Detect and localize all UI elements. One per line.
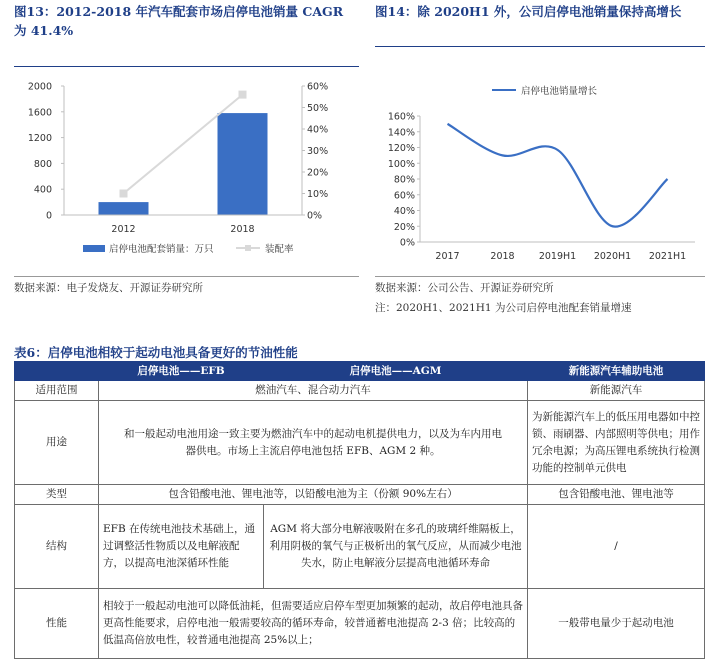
fig13-y-right-tick-label: 20% <box>307 167 329 179</box>
fig13-line-marker <box>239 91 247 99</box>
fig13-legend-bar-swatch <box>83 245 105 252</box>
fig13-x-tick-label: 2018 <box>230 224 255 235</box>
fig13-y-left-tick-label: 800 <box>33 158 52 170</box>
structure-efb: EFB 在传统电池技术基础上，通过调整活性物质以及电解液配方，以提高电池深循环性能 <box>99 505 264 589</box>
fig13-bottom-rule <box>14 276 359 277</box>
fig13-y-right-tick-label: 10% <box>307 189 329 200</box>
fig14-y-tick-label: 80% <box>393 174 415 186</box>
header-agm: 启停电池——AGM <box>264 362 528 381</box>
structure-nev: / <box>528 505 705 589</box>
performance-start-stop: 相较于一般起动电池可以降低油耗，但需要适应启停车型更加频繁的起动，故启停电池具备更高性能要求，启停电池一般需要较高的循环寿命，较普通蓄电池提高 2-3 倍；比较高的低温高倍放电性，较普通电池提高 25%以上； <box>99 589 528 659</box>
fig14-y-tick-label: 140% <box>387 127 415 139</box>
fig14-x-tick-label: 2019H1 <box>538 251 577 262</box>
table-row-performance <box>15 589 705 659</box>
fig14-source: 数据来源：公司公告、开源证券研究所 <box>375 282 554 294</box>
fig13-y-left-tick-label: 400 <box>33 184 52 196</box>
fig13-top-rule <box>14 66 359 67</box>
fig13-y-left-tick-label: 2000 <box>27 81 52 93</box>
row-label-scope: 适用范围 <box>15 381 99 401</box>
table-title: 表6：启停电池相较于起动电池具备更好的节油性能 <box>14 345 298 360</box>
fig14-legend <box>492 85 598 97</box>
fig14-y-tick-label: 160% <box>387 111 415 123</box>
fig14-x-tick-label: 2018 <box>490 251 515 262</box>
fig14-bottom-rule <box>375 276 705 277</box>
usage-start-stop: 和一般起动电池用途一致主要为燃油汽车中的起动电机提供电力，以及为车内用电器供电。市场上主流启停电池包括 EFB、AGM 2 种。 <box>99 401 528 485</box>
fig13-y-left-tick-label: 1200 <box>27 133 52 145</box>
comparison-table <box>14 361 705 659</box>
fig14-y-tick-label: 20% <box>393 221 415 233</box>
fig14-top-rule <box>375 46 705 47</box>
table-row-scope <box>15 381 705 401</box>
fig14-y-tick-label: 120% <box>387 143 415 154</box>
header-nev: 新能源汽车辅助电池 <box>528 362 705 381</box>
table-row-structure <box>15 505 705 589</box>
row-label-performance: 性能 <box>15 589 99 659</box>
fig14-y-tick-label: 0% <box>399 237 415 249</box>
fig13-bar <box>99 202 149 215</box>
fig13-line-marker <box>120 190 128 198</box>
fig13-chart <box>14 72 359 272</box>
fig14-title: 图14：除 2020H1 外，公司启停电池销量保持高增长 <box>375 4 682 19</box>
fig13-source: 数据来源：电子发烧友、开源证券研究所 <box>14 282 203 294</box>
fig13-y-left-tick-label: 1600 <box>27 107 52 119</box>
table-header-row <box>15 362 705 381</box>
fig13-legend-line-marker <box>245 245 251 251</box>
fig14-chart <box>375 72 705 272</box>
fig13-title: 图13：2012-2018 年汽车配套市场启停电池销量 CAGR 为 41.4% <box>14 4 344 38</box>
fig13-legend-bar-label: 启停电池配套销量：万只 <box>109 244 214 255</box>
table-row-usage <box>15 401 705 485</box>
fig14-x-tick-label: 2020H1 <box>593 251 632 262</box>
fig13-x-tick-label: 2012 <box>111 224 136 235</box>
table-row-type <box>15 485 705 505</box>
performance-nev: 一般带电量少于起动电池 <box>528 589 705 659</box>
fig14-legend-label: 启停电池销量增长 <box>521 86 598 97</box>
scope-nev: 新能源汽车 <box>528 381 705 401</box>
row-label-structure: 结构 <box>15 505 99 589</box>
fig13-legend-line-label: 装配率 <box>265 244 294 255</box>
fig13-y-right-tick-label: 30% <box>307 146 329 157</box>
structure-agm: AGM 将大部分电解液吸附在多孔的玻璃纤维隔板上，利用阴极的氧气与正极析出的氧气反应，从而减少电池失水，防止电解液分层提高电池循环寿命 <box>264 505 528 589</box>
header-blank <box>15 362 99 381</box>
fig14-y-tick-label: 40% <box>393 206 415 217</box>
scope-start-stop: 燃油汽车、混合动力汽车 <box>99 381 528 401</box>
fig14-x-tick-label: 2021H1 <box>648 251 687 262</box>
fig14-x-tick-label: 2017 <box>435 251 460 262</box>
usage-nev: 为新能源汽车上的低压用电器如中控锁、雨刷器、内部照明等供电；用作冗余电源；为高压锂电系统执行检测功能的控制单元供电 <box>528 401 705 485</box>
fig14-note: 注：2020H1、2021H1 为公司启停电池配套销量增速 <box>375 302 632 314</box>
fig13-y-right-tick-label: 60% <box>307 81 329 93</box>
fig13-bar <box>218 113 268 215</box>
fig14-y-tick-label: 60% <box>393 190 415 202</box>
type-nev: 包含铅酸电池、锂电池等 <box>528 485 705 505</box>
fig13-y-right-tick-label: 40% <box>307 124 329 136</box>
fig14-y-tick-label: 100% <box>387 158 415 170</box>
fig13-legend <box>83 243 294 255</box>
fig13-y-right-tick-label: 50% <box>307 103 329 114</box>
row-label-usage: 用途 <box>15 401 99 485</box>
fig13-y-left-tick-label: 0 <box>45 210 52 222</box>
header-efb: 启停电池——EFB <box>99 362 264 381</box>
row-label-type: 类型 <box>15 485 99 505</box>
fig13-y-right-tick-label: 0% <box>307 210 323 222</box>
fig14-line-series <box>448 124 668 227</box>
type-start-stop: 包含铅酸电池、锂电池等，以铅酸电池为主（份额 90%左右） <box>99 485 528 505</box>
